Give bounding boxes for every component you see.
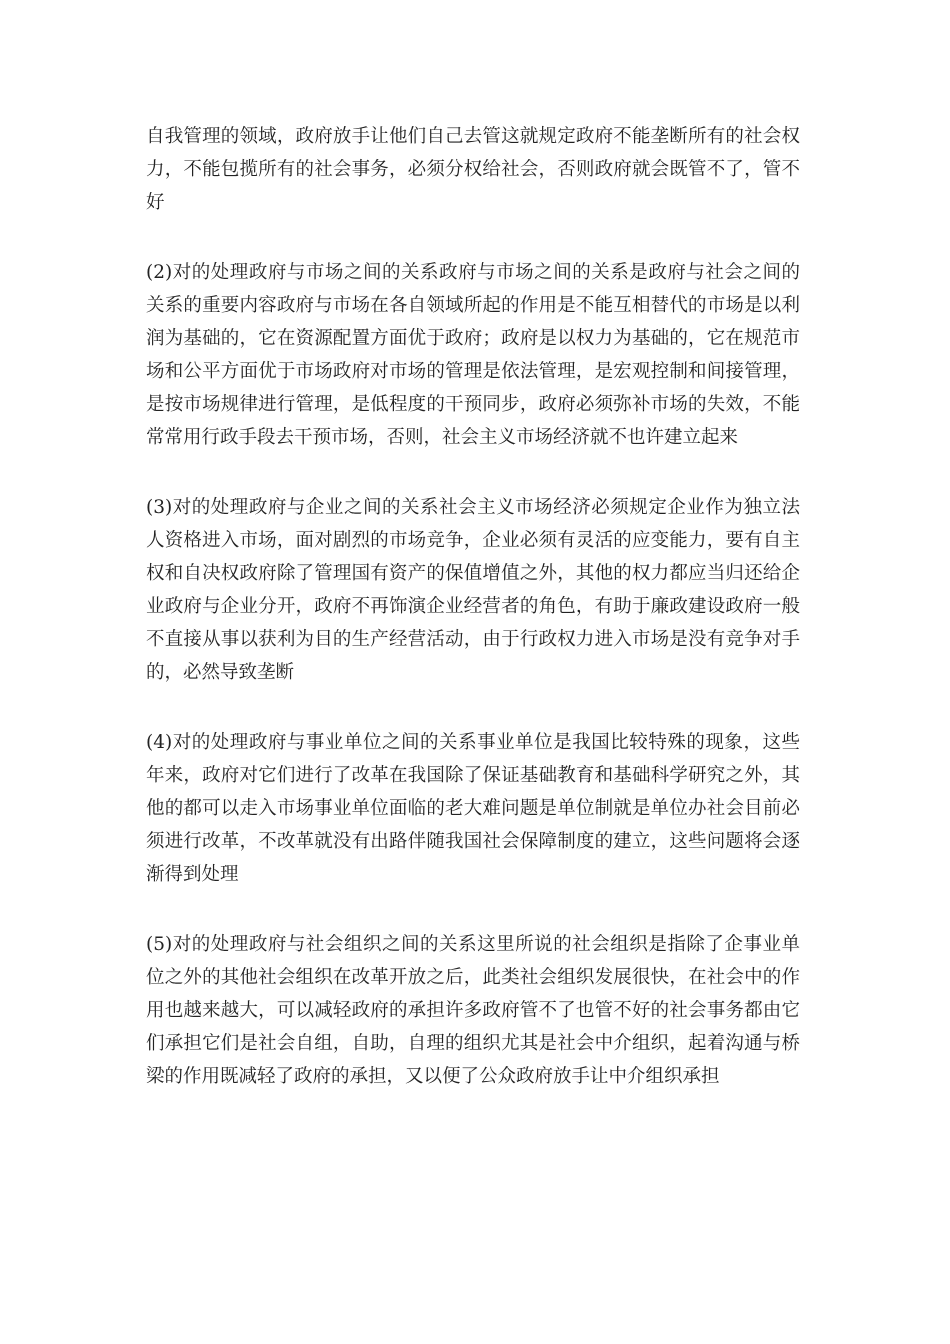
paragraph-government-social-organization: (5)对的处理政府与社会组织之间的关系这里所说的社会组织是指除了企事业单位之外的其他社会组织在改革开放之后，此类社会组织发展很快，在社会中的作用也越来越大，可以减轻政府的承担许多政府管不了也管不好的社会事务都由它们承担它们是社会自组，自助，自理的组织尤其是社会中介组织，起着沟通与桥梁的作用既减轻了政府的承担，又以便了公众政府放手让中介组织承担: [146, 934, 800, 1087]
paragraph-government-enterprise: (3)对的处理政府与企业之间的关系社会主义市场经济必须规定企业作为独立法人资格进入市场，面对剧烈的市场竞争，企业必须有灵活的应变能力，要有自主权和自决权政府除了管理国有资产的保值增值之外，其他的权力都应当归还给企业政府与企业分开，政府不再饰演企业经营者的角色，有助于廉政建设政府一般不直接从事以获利为目的生产经营活动，由于行政权力进入市场是没有竞争对手的，必然导致垄断: [146, 497, 800, 683]
paragraph-government-public-institution: (4)对的处理政府与事业单位之间的关系事业单位是我国比较特殊的现象，这些年来，政府对它们进行了改革在我国除了保证基础教育和基础科学研究之外，其他的都可以走入市场事业单位面临的老大难问题是单位制就是单位办社会目前必须进行改革，不改革就没有出路伴随我国社会保障制度的建立，这些问题将会逐渐得到处理: [146, 732, 800, 885]
paragraph-continuation: 自我管理的领域，政府放手让他们自己去管这就规定政府不能垄断所有的社会权力，不能包揽所有的社会事务，必须分权给社会，否则政府就会既管不了，管不好: [146, 126, 800, 213]
paragraph-government-market: (2)对的处理政府与市场之间的关系政府与市场之间的关系是政府与社会之间的关系的重要内容政府与市场在各自领域所起的作用是不能互相替代的市场是以利润为基础的，它在资源配置方面优于政府；政府是以权力为基础的，它在规范市场和公平方面优于市场政府对市场的管理是依法管理，是宏观控制和间接管理，是按市场规律进行管理，是低程度的干预同步，政府必须弥补市场的失效，不能常常用行政手段去干预市场，否则，社会主义市场经济就不也许建立起来: [146, 262, 800, 448]
document-page: [146, 120, 800, 1130]
